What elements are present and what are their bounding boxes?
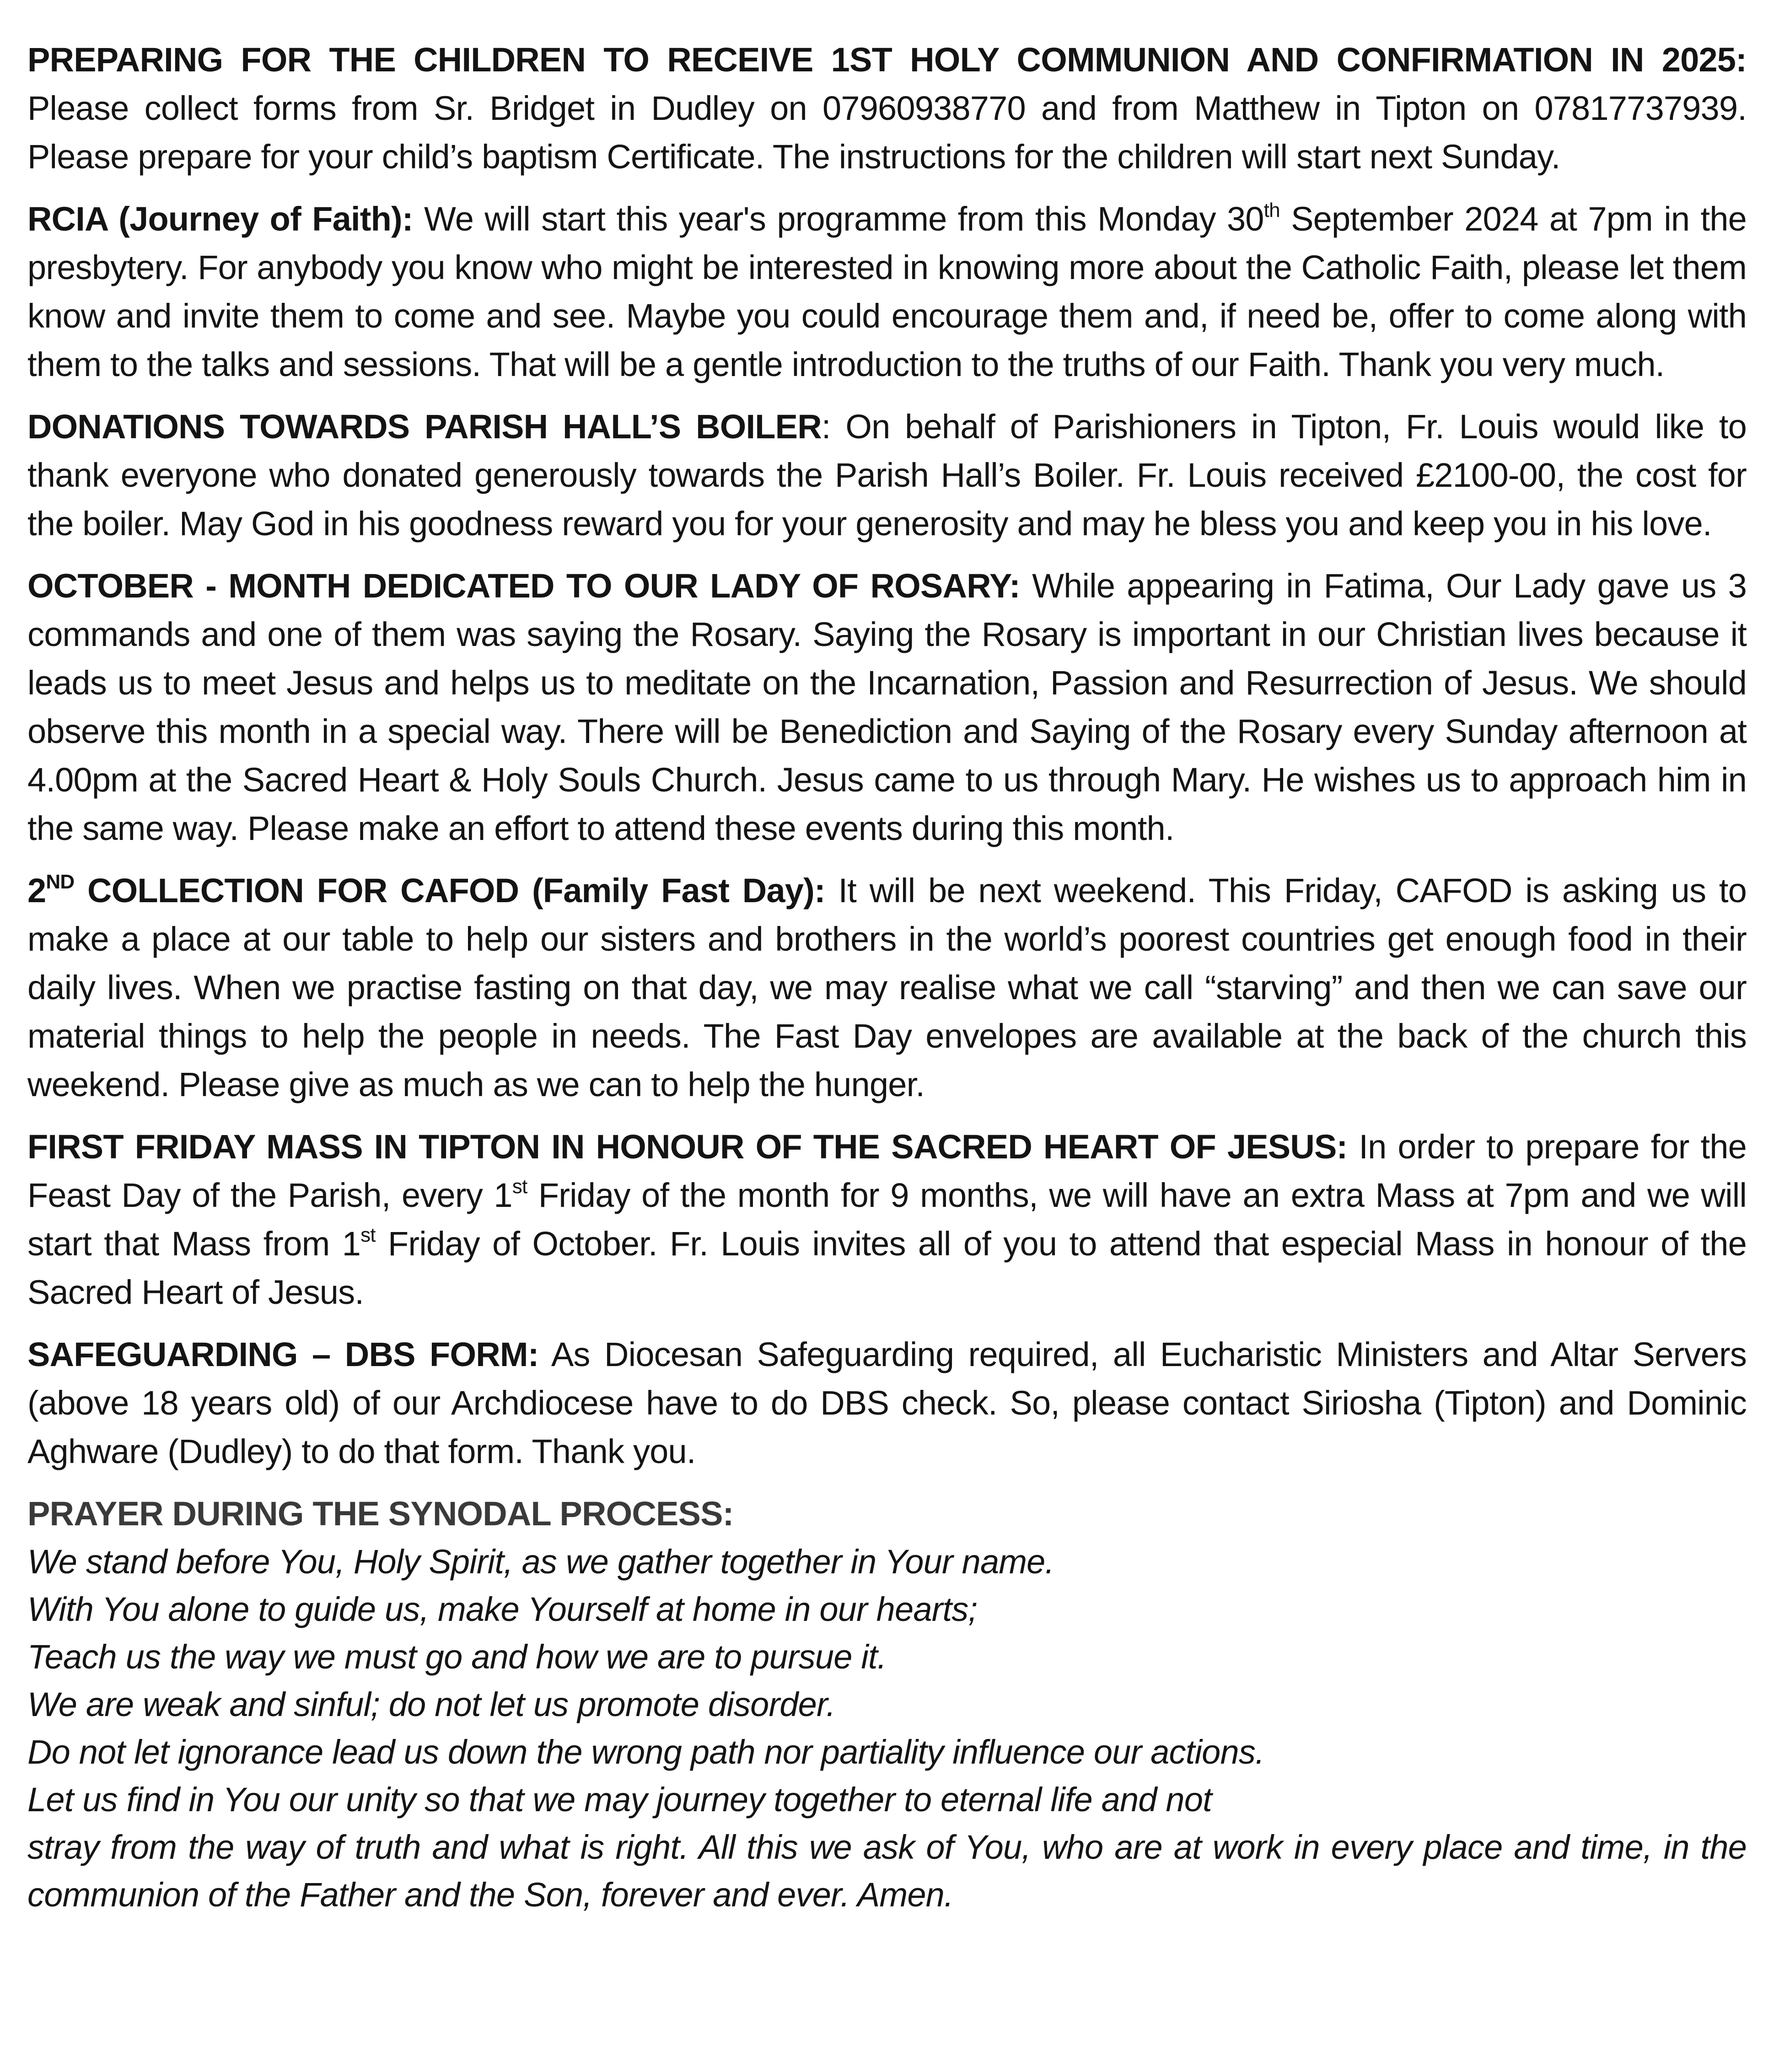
heading-ordinal: 2	[27, 872, 46, 910]
notice-body: While appearing in Fatima, Our Lady gave us 3 commands and one of them was saying the Rosary. Saying the Rosary is important in our Christian lives because it leads us to meet Jesus and helps us to meditate on the Incarnation, Passion and Resurrection of Jesus. We should observe this month in a special way. There will be Benediction and Saying of the Rosary every Sunday afternoon at 4.00pm at the Sacred Heart & Holy Souls Church. Jesus came to us through Mary. He wishes us to approach him in the same way. Please make an effort to attend these events during this month.	[27, 567, 1747, 847]
notice-body: As Diocesan Safeguarding required, all Eucharistic Ministers and Altar Servers (above 18 years old) of our Archdiocese have to do DBS check. So, please contact Siriosha (Tipton) and Dominic Aghware (Dudley) to do that form. Thank you.	[27, 1335, 1747, 1470]
prayer-line: We are weak and sinful; do not let us promote disorder.	[27, 1685, 835, 1723]
notice-october-rosary	[27, 562, 1747, 853]
newsletter-page	[27, 36, 1747, 1919]
notice-first-communion	[27, 36, 1747, 181]
notice-heading: OCTOBER - MONTH DEDICATED TO OUR LADY OF ROSARY:	[27, 567, 1020, 605]
notice-body: September 2024 at 7pm in the presbytery. For anybody you know who might be interested in knowing more about the Catholic Faith, please let them know and invite them to come and see. Maybe you could encourage them and, if need be, offer to come along with them to the talks and sessions. That will be a gentle introduction to the truths of our Faith. Thank you very much.	[27, 200, 1747, 383]
notice-body: Friday of October. Fr. Louis invites all of you to attend that especial Mass in honour of the Sacred Heart of Jesus.	[27, 1225, 1747, 1311]
prayer-line: We stand before You, Holy Spirit, as we gather together in Your name.	[27, 1543, 1054, 1581]
prayer-heading: PRAYER DURING THE SYNODAL PROCESS:	[27, 1495, 734, 1533]
notice-heading: RCIA (Journey of Faith):	[27, 200, 413, 238]
ordinal-suffix: st	[360, 1224, 376, 1246]
prayer-line: Teach us the way we must go and how we are to pursue it.	[27, 1638, 887, 1676]
notice-first-friday-mass	[27, 1123, 1747, 1317]
ordinal-suffix: th	[1263, 199, 1280, 221]
prayer-line: Let us find in You our unity so that we may journey together to eternal life and not	[27, 1781, 1212, 1819]
heading-text: COLLECTION FOR CAFOD (Family Fast Day):	[74, 872, 825, 910]
notice-heading: DONATIONS TOWARDS PARISH HALL’S BOILER	[27, 408, 822, 446]
ordinal-suffix: ND	[46, 871, 75, 893]
prayer-line: Do not let ignorance lead us down the wrong path nor partiality influence our actions.	[27, 1733, 1264, 1771]
notice-body: It will be next weekend. This Friday, CAFOD is asking us to make a place at our table to help our sisters and brothers in the world’s poorest countries get enough food in their daily lives. When we practise fasting on that day, we may realise what we call “starving” and then we can save our material things to help the people in needs. The Fast Day envelopes are available at the back of the church this weekend. Please give as much as we can to help the hunger.	[27, 872, 1747, 1103]
notice-safeguarding	[27, 1330, 1747, 1476]
synodal-prayer	[27, 1538, 1747, 1919]
notice-body: We will start this year's programme from this Monday 30	[413, 200, 1264, 238]
notice-heading	[27, 872, 825, 910]
notice-boiler-donations	[27, 403, 1747, 548]
notice-heading: SAFEGUARDING – DBS FORM:	[27, 1335, 539, 1373]
notice-body: : On behalf of Parishioners in Tipton, Fr. Louis would like to thank everyone who donated generously towards the Parish Hall’s Boiler. Fr. Louis received £2100-00, the cost for the boiler. May God in his goodness reward you for your generosity and may he bless you and keep you in his love.	[27, 408, 1747, 543]
notice-body: Please collect forms from Sr. Bridget in Dudley on 07960938770 and from Matthew in Tipton on 07817737939. Please prepare for your child’s baptism Certificate. The instructions for the children will start next Sunday.	[27, 89, 1747, 176]
notice-rcia	[27, 195, 1747, 389]
notice-body: In order to prepare for the Feast Day of the Parish, every 1	[27, 1128, 1747, 1214]
notice-heading: PREPARING FOR THE CHILDREN TO RECEIVE 1ST HOLY COMMUNION AND CONFIRMATION IN 2025:	[27, 41, 1747, 79]
prayer-line: With You alone to guide us, make Yourself at home in our hearts;	[27, 1590, 978, 1628]
ordinal-suffix: st	[512, 1175, 527, 1198]
prayer-line: stray from the way of truth and what is right. All this we ask of You, who are at work in every place and time, in the communion of the Father and the Son, forever and ever. Amen.	[27, 1828, 1747, 1914]
notice-body: Friday of the month for 9 months, we will have an extra Mass at 7pm and we will start that Mass from 1	[27, 1176, 1747, 1263]
notice-heading: FIRST FRIDAY MASS IN TIPTON IN HONOUR OF THE SACRED HEART OF JESUS:	[27, 1128, 1348, 1166]
notice-cafod-collection	[27, 866, 1747, 1109]
